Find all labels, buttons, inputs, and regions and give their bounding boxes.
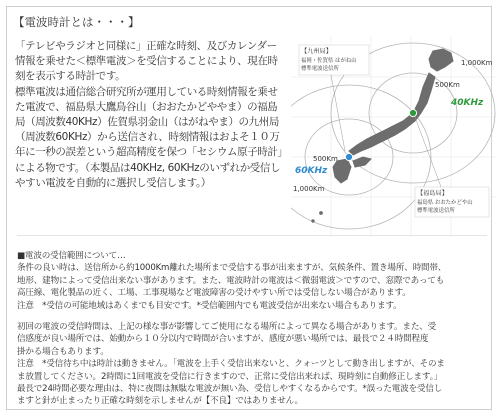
- kyushu-box-line: 福岡・佐賀県 はがね山: [301, 58, 357, 64]
- reception-notes: [17, 250, 487, 408]
- label-1000km-bottom: 1,000Km: [293, 185, 325, 193]
- kyushu-box-line: 標準電波送信所: [301, 66, 339, 72]
- label-500km-bottom: 500Km: [313, 155, 338, 163]
- notes-line: 信感度が良い場所では、始動から１０分以内で時間が合いますが、感度が悪い場所では、最長で２４時間程度: [17, 334, 429, 345]
- kyushu-station-marker: [345, 153, 352, 160]
- fukushima-box-line: 標準電波送信所: [417, 208, 455, 214]
- intro-paragraph: 標準電波は通信総合研究所が運用している時刻情報を乗せた電波で、福島県大鷹鳥谷山（おおたかどややま）の福島局（周波数40KHz）佐賀県羽金山（はがねやま）の九州局（周波数60KHz）から送信され、時刻情報はおよそ１０万年に一秒の誤差という超高精度を保つ「セシウム原子時計」による物です。（本製品は40KHz, 60KHzのいずれか受信しやすい電波を自動的に選択し受信します。）: [15, 85, 283, 189]
- notes-line: 注意 *受信の可能地域はあくまでも目安です。*受信範囲内でも電波受信が出来ない場合もあります。: [17, 300, 402, 311]
- notes-line: 注意 *受信待ち中は時計は動きません。「電波を上手く受信出来ないと、クォーツとして動き出しますが、そのま: [17, 359, 445, 370]
- intro-text: [15, 39, 285, 191]
- section-title: 【電波時計とは・・・】: [13, 15, 140, 29]
- notes-heading: ■電波の受信範囲について…: [17, 251, 126, 261]
- coverage-map: [291, 37, 497, 237]
- notes-line: 地形、建物によって受信出来ない事があります。また、電波時計の電波は＜微弱電波＞ですので、窓際であっても: [17, 275, 445, 286]
- label-1000km-top: 1,000Km: [461, 59, 493, 67]
- label-40khz: 40KHz: [451, 98, 484, 108]
- fukushima-box-line: 福島県 おおたかどや山: [417, 200, 473, 206]
- info-panel: [6, 6, 492, 410]
- notes-line: 条件の良い時は、送信所から約1000Km離れた場所まで受信する事が出来ますが、気候条件、置き場所、時間帯、: [17, 263, 447, 274]
- divider: [17, 235, 487, 236]
- label-60khz: 60KHz: [295, 166, 328, 176]
- notes-line: ますと針が止まったり正確な時刻を示しませんが【不良】ではありません。: [17, 396, 303, 407]
- notes-line: 高圧線、電化製品の近く、工場、工事現場など電波障害の受けやすい所では受信しない場合があります。: [17, 288, 411, 299]
- notes-line: 最長で24時間必要な理由は、特に夜間は無駄な電波が無い為、受信しやすくなるからです。*誤った電波を受信し: [17, 384, 443, 395]
- notes-line: ま放置してください。2時間に1回電波を受信に行きますので、正常に受信出来れば、現時刻に自動修正します。」: [17, 371, 443, 382]
- fukushima-box-title: 【福島局】: [417, 190, 448, 197]
- intro-paragraph: 「テレビやラジオと同様に」正確な時刻、及びカレンダー情報を乗せた＜標準電波＞を受信することにより、現在時刻を表示する時計です。: [15, 40, 278, 83]
- fukushima-station-marker: [409, 109, 416, 116]
- kyushu-box-title: 【九州局】: [301, 48, 332, 55]
- notes-line: 初回の電波の受信時間は、上記の様な事が影響してご使用になる場所によって異なる場合があります。また、受: [17, 322, 437, 333]
- notes-line: 掛かる場合もあります。: [17, 346, 109, 357]
- label-500km-top: 500Km: [435, 81, 460, 89]
